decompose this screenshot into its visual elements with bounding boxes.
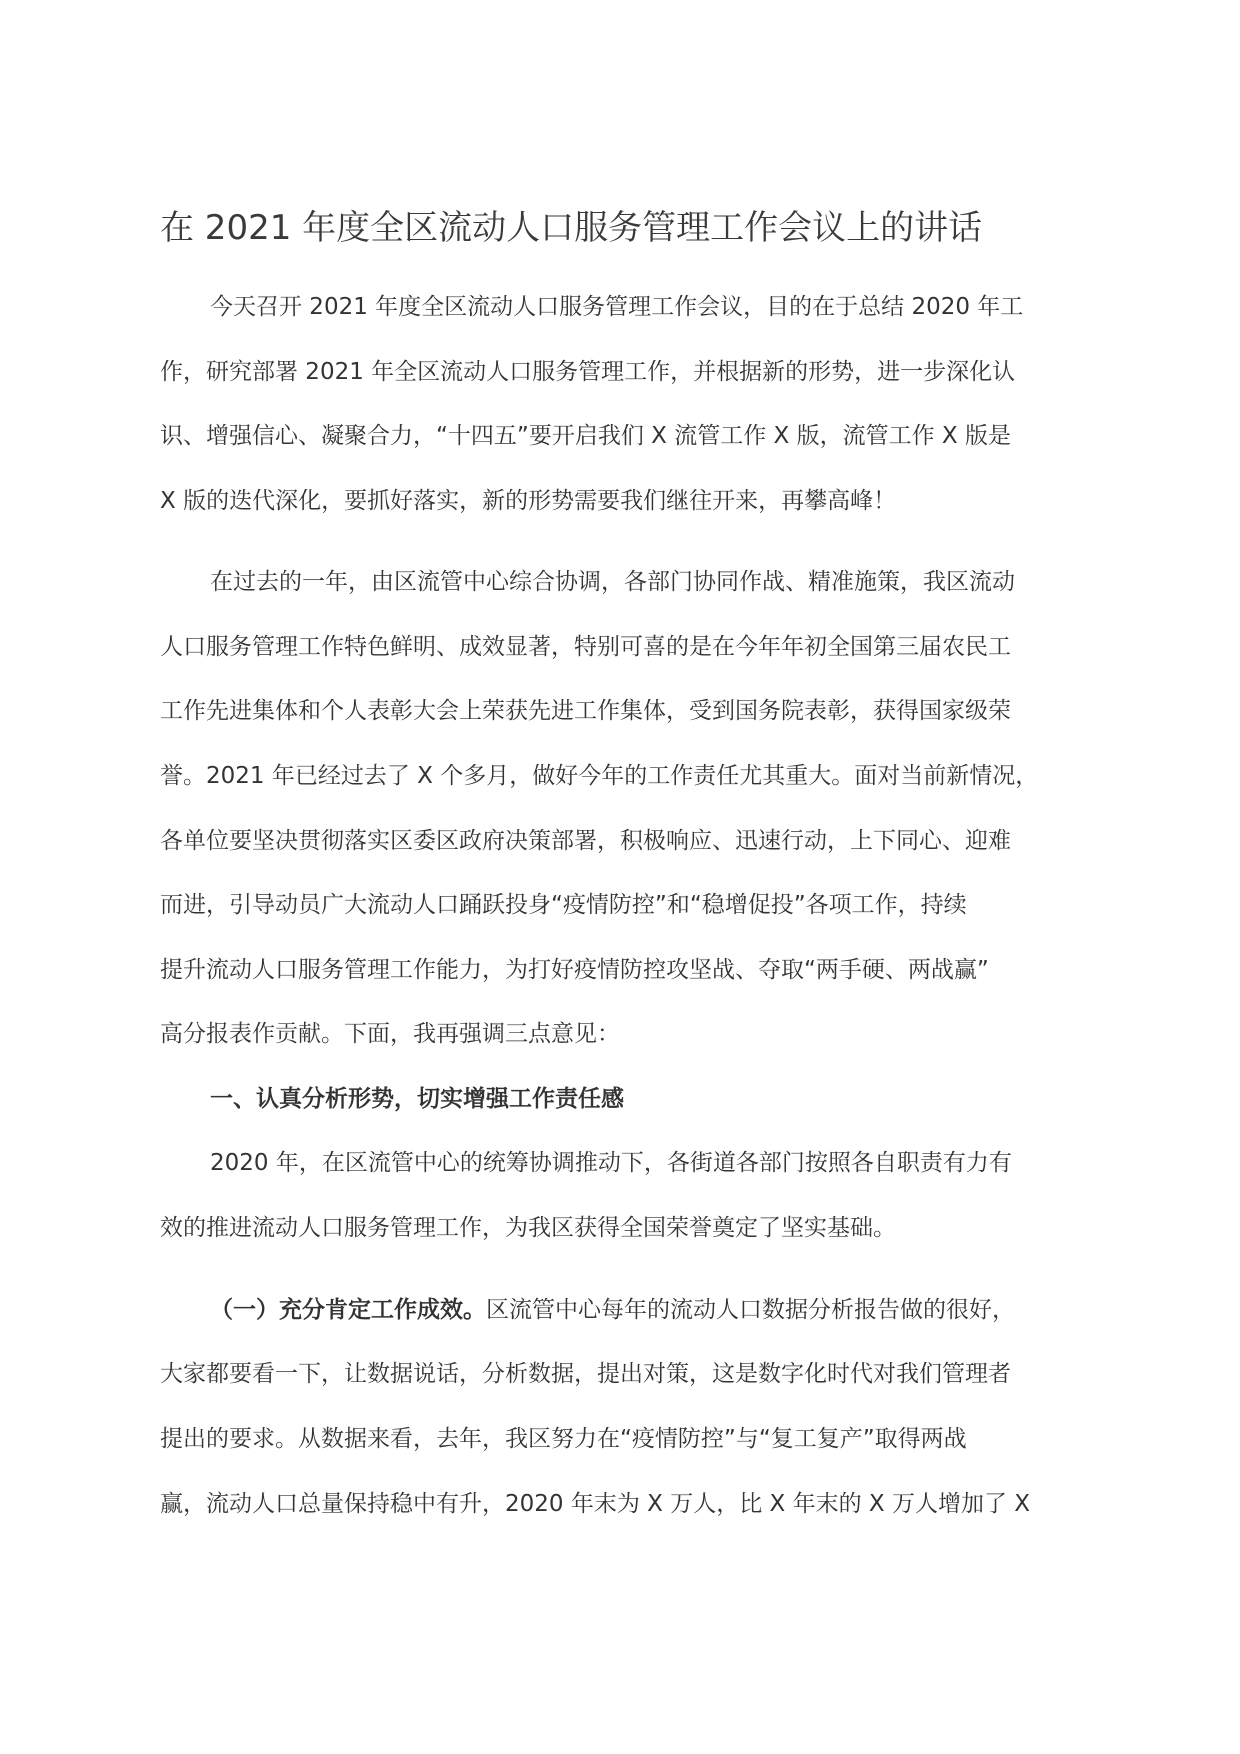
paragraph-line: 工作先进集体和个人表彰大会上荣获先进工作集体，受到国务院表彰，获得国家级荣 xyxy=(160,698,1011,724)
document-title: 在 2021 年度全区流动人口服务管理工作会议上的讲话 xyxy=(160,208,983,248)
paragraph-line: 提升流动人口服务管理工作能力，为打好疫情防控攻坚战、夺取“两手硬、两战赢” xyxy=(160,957,989,983)
paragraph-line: 高分报表作贡献。下面，我再强调三点意见： xyxy=(160,1021,620,1047)
paragraph-line: 誉。2021 年已经过去了 X 个多月，做好今年的工作责任尤其重大。面对当前新情况， xyxy=(160,763,1039,789)
paragraph-line: 作，研究部署 2021 年全区流动人口服务管理工作，并根据新的形势，进一步深化认 xyxy=(160,359,1016,385)
paragraph-line: 今天召开 2021 年度全区流动人口服务管理工作会议，目的在于总结 2020 年工 xyxy=(210,294,1024,320)
paragraph-line: X 版的迭代深化，要抓好落实，新的形势需要我们继往开来，再攀高峰！ xyxy=(160,488,897,514)
subsection-paragraph-line xyxy=(210,1290,1015,1330)
paragraph-line: 大家都要看一下，让数据说话，分析数据，提出对策，这是数字化时代对我们管理者 xyxy=(160,1361,1011,1387)
paragraph-line: 2020 年，在区流管中心的统筹协调推动下，各街道各部门按照各自职责有力有 xyxy=(210,1150,1012,1176)
paragraph-line: 人口服务管理工作特色鲜明、成效显著，特别可喜的是在今年年初全国第三届农民工 xyxy=(160,634,1011,660)
paragraph-line: 提出的要求。从数据来看，去年，我区努力在“疫情防控”与“复工复产”取得两战 xyxy=(160,1426,967,1452)
paragraph-line: 各单位要坚决贯彻落实区委区政府决策部署，积极响应、迅速行动，上下同心、迎难 xyxy=(160,828,1011,854)
paragraph-line: 效的推进流动人口服务管理工作，为我区获得全国荣誉奠定了坚实基础。 xyxy=(160,1215,896,1241)
paragraph-line: 识、增强信心、凝聚合力，“十四五”要开启我们 X 流管工作 X 版，流管工作 X 版是 xyxy=(160,423,1011,449)
subsection-text: 区流管中心每年的流动人口数据分析报告做的很好， xyxy=(486,1297,1015,1323)
section-heading: 一、认真分析形势，切实增强工作责任感 xyxy=(210,1086,624,1112)
paragraph-line: 在过去的一年，由区流管中心综合协调，各部门协同作战、精准施策，我区流动 xyxy=(210,569,1015,595)
paragraph-line: 而进，引导动员广大流动人口踊跃投身“疫情防控”和“稳增促投”各项工作，持续 xyxy=(160,892,967,918)
subsection-heading: （一）充分肯定工作成效。 xyxy=(210,1297,486,1323)
paragraph-line: 赢，流动人口总量保持稳中有升，2020 年末为 X 万人，比 X 年末的 X 万人增加了 X xyxy=(160,1491,1031,1517)
